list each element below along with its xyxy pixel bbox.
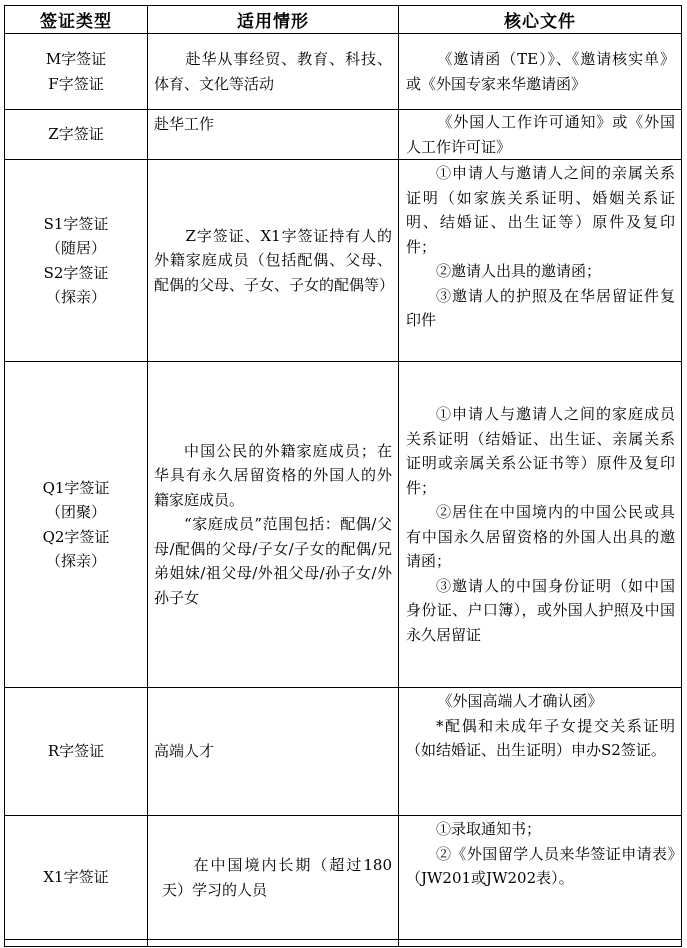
condition-text: “家庭成员”范围包括：配偶/父母/配偶的父母/子女/子女的配偶/兄弟姐妹/祖父母/外祖父母/孙子女/外孙子女	[154, 515, 392, 607]
empty-cell	[5, 940, 148, 947]
condition-cell: 赴华工作	[148, 110, 399, 160]
docs-cell	[399, 34, 682, 110]
empty-cell	[148, 940, 399, 947]
condition-text: 中国公民的外籍家庭成员；在华具有永久居留资格的外国人的外籍家庭成员。	[154, 441, 392, 509]
empty-cell	[399, 940, 682, 947]
table-header-row	[5, 6, 682, 34]
visa-type: Z字签证	[48, 125, 104, 144]
visa-type: F字签证	[48, 74, 104, 93]
docs-cell	[399, 160, 682, 362]
header-condition: 适用情形	[148, 6, 399, 34]
visa-type-cell	[5, 34, 148, 110]
visa-type-note: （探亲）	[45, 288, 106, 306]
condition-cell: 高端人才	[148, 688, 399, 816]
doc-item: ②邀请人出具的邀请函；	[436, 262, 602, 280]
table-row	[5, 816, 682, 940]
visa-type: X1字签证	[43, 868, 109, 887]
doc-item: 《外国人工作许可通知》或《外国人工作许可证》	[406, 113, 675, 156]
doc-item: ③邀请人的护照及在华居留证件复印件	[406, 286, 675, 329]
table-row	[5, 688, 682, 816]
table-row	[5, 110, 682, 160]
visa-type: S1字签证	[43, 214, 109, 233]
docs-cell	[399, 688, 682, 816]
doc-item: ①申请人与邀请人之间的家庭成员关系证明（结婚证、出生证、亲属关系证明或亲属关系公证书等）原件及复印件；	[406, 405, 675, 497]
visa-type: S2字签证	[43, 263, 109, 282]
header-visa-type: 签证类型	[5, 6, 148, 34]
doc-item: 《外国高端人才确认函》	[437, 692, 603, 710]
visa-type-cell	[5, 816, 148, 940]
table-row	[5, 160, 682, 362]
doc-item: ①申请人与邀请人之间的亲属关系证明（如家族关系证明、婚姻关系证明、结婚证、出生证等）原件及复印件；	[406, 164, 675, 256]
doc-item: *配偶和未成年子女提交关系证明（如结婚证、出生证明）申办S2签证。	[406, 716, 675, 759]
condition-cell: 赴华从事经贸、教育、科技、体育、文化等活动	[148, 34, 399, 110]
condition-cell: Z字签证、X1字签证持有人的外籍家庭成员（包括配偶、父母、配偶的父母、子女、子女的配偶等）	[148, 160, 399, 362]
visa-type-note: （团聚）	[45, 503, 106, 521]
doc-item: ③邀请人的中国身份证明（如中国身份证、户口簿），或外国人护照及中国永久居留证	[406, 576, 675, 644]
visa-type: Q2字签证	[42, 527, 110, 546]
visa-type-cell	[5, 110, 148, 160]
doc-item: ②居住在中国境内的中国公民或具有中国永久居留资格的外国人出具的邀请函；	[406, 503, 675, 570]
table-row	[5, 362, 682, 688]
table-row-partial	[5, 940, 682, 947]
doc-item: ②《外国留学人员来华签证申请表》（JW201或JW202表）。	[406, 844, 675, 887]
visa-type: R字签证	[47, 742, 105, 761]
condition-cell: 在中国境内长期（超过180天）学习的人员	[148, 816, 399, 940]
visa-type-cell	[5, 362, 148, 688]
header-core-docs: 核心文件	[399, 6, 682, 34]
visa-type: M字签证	[45, 50, 107, 68]
doc-item: 《邀请函（TE）》、《邀请核实单》或《外国专家来华邀请函》	[406, 50, 675, 93]
visa-type-cell	[5, 160, 148, 362]
docs-cell	[399, 362, 682, 688]
doc-item: ①录取通知书；	[436, 820, 542, 838]
condition-cell	[148, 362, 399, 688]
docs-cell	[399, 110, 682, 160]
visa-type-note: （探亲）	[45, 552, 106, 570]
docs-cell	[399, 816, 682, 940]
visa-type-note: （随居）	[45, 239, 106, 257]
visa-type-cell	[5, 688, 148, 816]
visa-table	[4, 5, 682, 947]
visa-type: Q1字签证	[42, 478, 110, 497]
table-row	[5, 34, 682, 110]
